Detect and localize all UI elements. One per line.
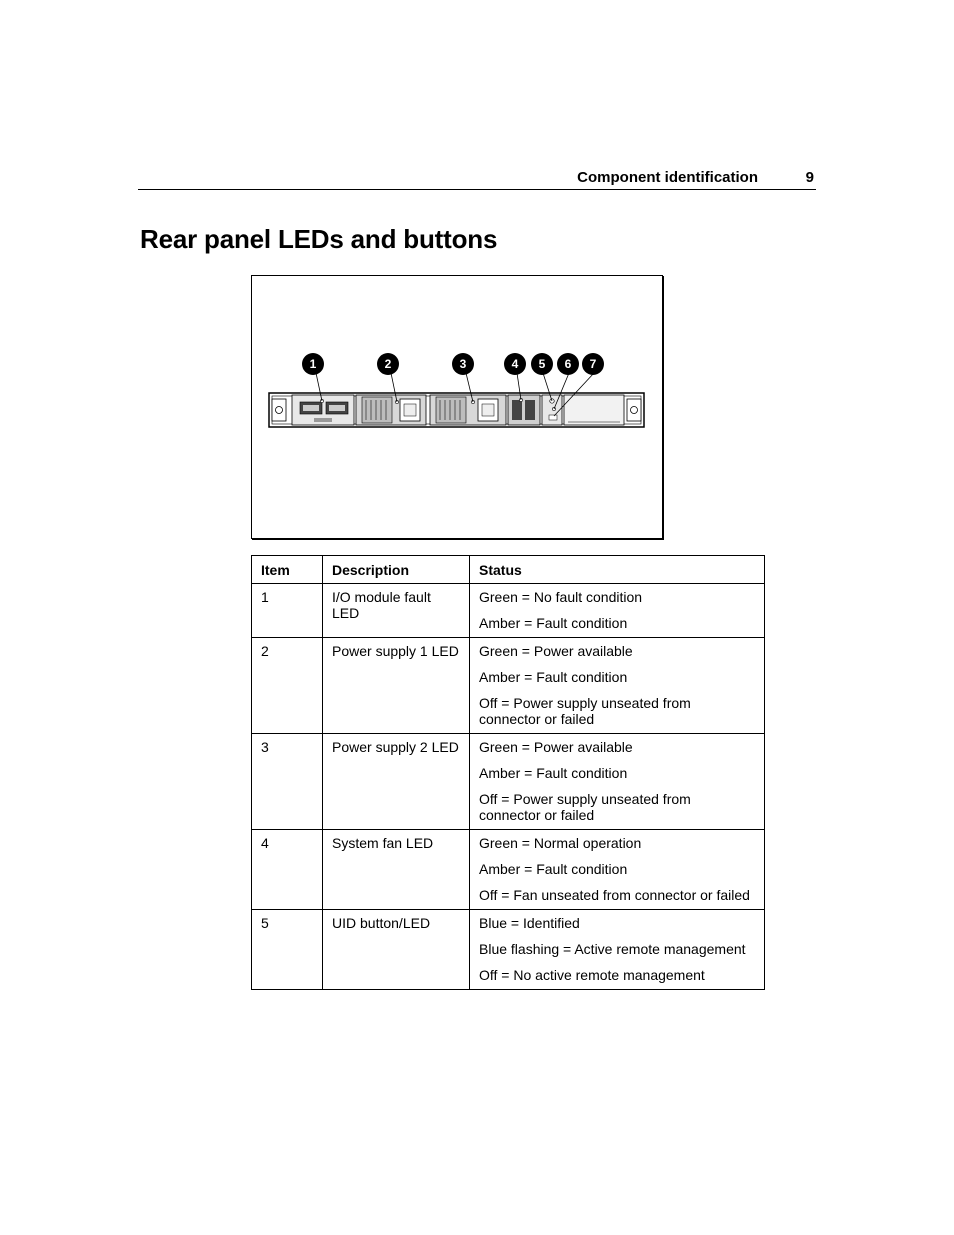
table-row [252,638,765,734]
table-body [252,584,765,990]
rear-panel-illustration [252,276,662,538]
svg-text:1: 1 [309,357,317,371]
header-section-title: Component identification [577,169,758,186]
status-line: Amber = Fault condition [479,765,628,781]
row-description: System fan LED [323,830,470,910]
callout-7 [582,353,604,375]
table-row [252,734,765,830]
status-line: Green = Power available [479,643,633,659]
led-status-table [251,555,765,990]
page-header [138,168,816,190]
row-description: Power supply 2 LED [323,734,470,830]
table-header-row [252,556,765,584]
rear-panel-figure [251,275,663,539]
status-line: Off = Fan unseated from connector or failed [479,887,750,903]
callout-3 [452,353,474,375]
status-line: Blue = Identified [479,915,580,931]
row-status [470,638,765,734]
row-item: 2 [252,638,323,734]
status-line: Off = Power supply unseated from connector or failed [479,695,691,727]
header-page-number: 9 [805,169,814,186]
status-line: Off = No active remote management [479,967,705,983]
uid-port-icon [549,415,557,420]
callout-4 [504,353,526,375]
svg-text:6: 6 [564,357,572,371]
row-status [470,584,765,638]
fan-module [508,395,540,425]
table-row [252,830,765,910]
row-status [470,734,765,830]
row-item: 1 [252,584,323,638]
row-status [470,830,765,910]
callout-6 [557,353,579,375]
table-row [252,584,765,638]
left-screw-icon [276,407,283,414]
power-supply-1 [356,395,426,425]
row-description: Power supply 1 LED [323,638,470,734]
row-description: UID button/LED [323,910,470,990]
svg-text:7: 7 [589,357,597,371]
svg-text:2: 2 [384,357,392,371]
blank-bay [564,395,624,425]
page-title: Rear panel LEDs and buttons [140,224,498,254]
row-item: 3 [252,734,323,830]
table-row [252,910,765,990]
status-line: Amber = Fault condition [479,615,628,631]
svg-text:5: 5 [538,357,546,371]
status-line: Green = Power available [479,739,633,755]
status-line: Green = No fault condition [479,589,643,605]
right-screw-icon [631,407,638,414]
header-description: Description [323,556,470,584]
status-line: Amber = Fault condition [479,861,628,877]
power-supply-2 [430,395,506,425]
callout-1 [302,353,324,375]
status-line: Green = Normal operation [479,835,642,851]
callout-5 [531,353,553,375]
svg-text:4: 4 [511,357,519,371]
status-line: Amber = Fault condition [479,669,628,685]
header-status: Status [470,556,765,584]
status-line: Blue flashing = Active remote management [479,941,746,957]
io-module [292,395,354,425]
row-item: 4 [252,830,323,910]
status-line: Off = Power supply unseated from connector or failed [479,791,691,823]
uid-area [542,395,562,425]
header-item: Item [252,556,323,584]
callout-2 [377,353,399,375]
row-status [470,910,765,990]
svg-text:3: 3 [459,357,467,371]
row-description: I/O module fault LED [323,584,470,638]
row-item: 5 [252,910,323,990]
